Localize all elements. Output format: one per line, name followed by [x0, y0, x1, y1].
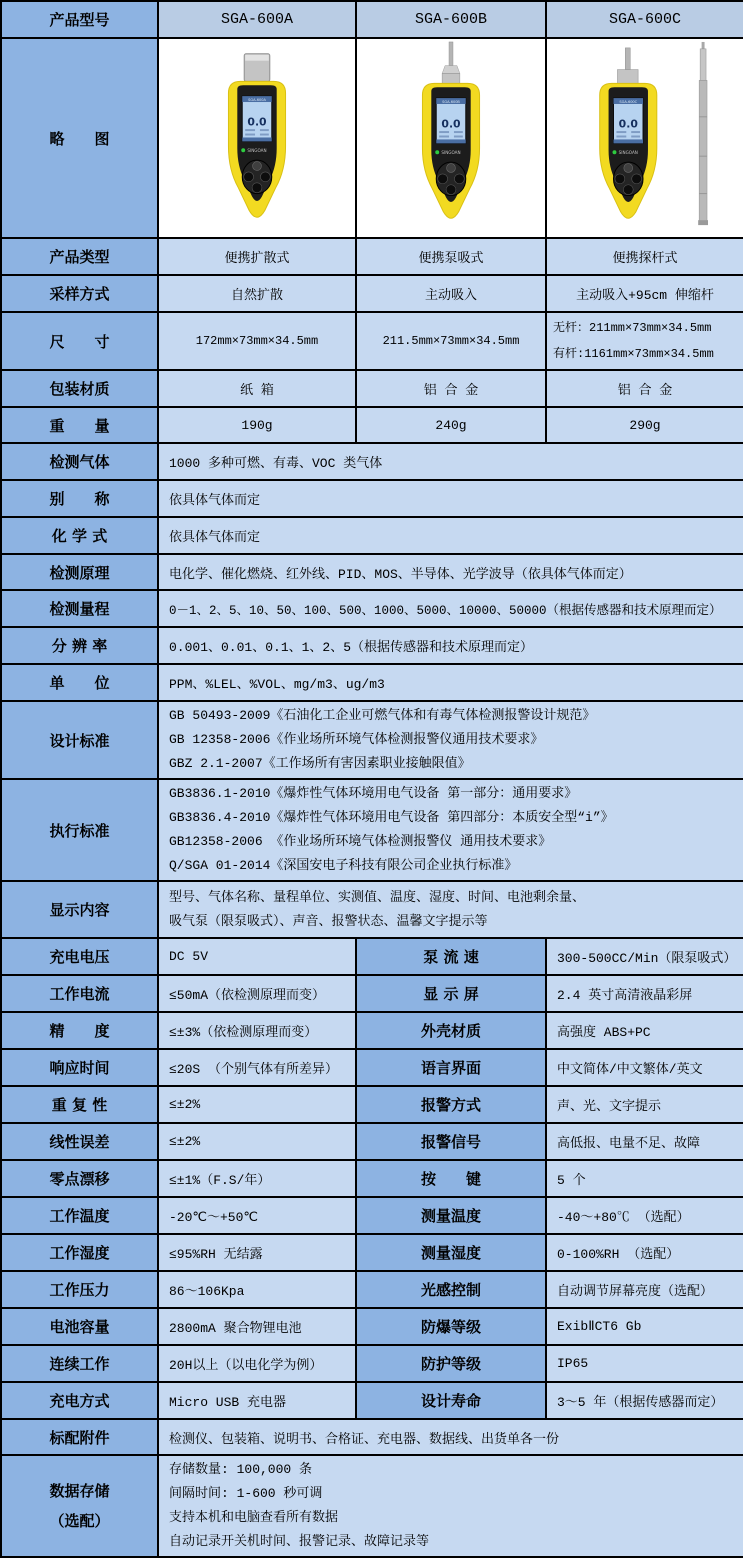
- screen-value: 0.0: [247, 115, 267, 129]
- executive-standard-line: GB3836.1-2010《爆炸性气体环境用电气设备 第一部分：通用要求》: [169, 786, 578, 801]
- label-product-type: 产品类型: [1, 238, 158, 275]
- value-weight-a: 190g: [158, 407, 356, 443]
- label-chemical-formula: 化 学 式: [1, 517, 158, 554]
- row-detected-gas: [1, 443, 743, 480]
- screen-model-text: SGA-600C: [619, 100, 638, 105]
- label-alias: 别 称: [1, 480, 158, 517]
- value-detection-principle: 电化学、催化燃烧、红外线、PID、MOS、半导体、光学波导（依具体气体而定）: [158, 554, 743, 590]
- label-charging-method: 充电方式: [1, 1382, 158, 1419]
- label-measuring-temperature: 测量温度: [356, 1197, 546, 1234]
- value-light-control: 自动调节屏幕亮度（选配）: [546, 1271, 743, 1308]
- sketch-cell-b: [356, 38, 546, 238]
- value-shell-material: 高强度 ABS+PC: [546, 1012, 743, 1049]
- label-display-content: 显示内容: [1, 881, 158, 938]
- value-measuring-temperature: -40～+80℃ （选配）: [546, 1197, 743, 1234]
- button-cluster: [436, 162, 466, 195]
- probe-rod: [617, 48, 638, 84]
- label-working-humidity: 工作湿度: [1, 1234, 158, 1271]
- sketch-row: [1, 38, 743, 238]
- design-standard-line: GB 50493-2009《石油化工企业可燃气体和有毒气体检测报警设计规范》: [169, 708, 596, 723]
- row-battery-capacity-explosion-proof: [1, 1308, 743, 1345]
- label-display-screen: 显 示 屏: [356, 975, 546, 1012]
- row-zero-drift-buttons: [1, 1160, 743, 1197]
- row-resolution: [1, 627, 743, 664]
- value-dimensions-c: [546, 312, 743, 370]
- value-alias: 依具体气体而定: [158, 480, 743, 517]
- value-packaging-material-b: 铝 合 金: [356, 370, 546, 407]
- label-working-temperature: 工作温度: [1, 1197, 158, 1234]
- value-detection-range: 0－1、2、5、10、50、100、500、1000、5000、10000、50000（根据传感器和技术原理而定）: [158, 590, 743, 627]
- brand-label: SINGOAN: [618, 150, 638, 156]
- row-response-time-language-ui: [1, 1049, 743, 1086]
- data-storage-label-line1: 数据存储: [49, 1482, 110, 1500]
- value-working-humidity: ≤95%RH 无结露: [158, 1234, 356, 1271]
- row-executive-standard: [1, 779, 743, 881]
- value-accuracy: ≤±3%（依检测原理而变）: [158, 1012, 356, 1049]
- row-working-humidity-measuring-humidity: [1, 1234, 743, 1271]
- value-continuous-work: 20H以上（以电化学为例）: [158, 1345, 356, 1382]
- value-sampling-method-a: 自然扩散: [158, 275, 356, 312]
- value-language-ui: 中文简体/中文繁体/英文: [546, 1049, 743, 1086]
- row-standard-accessories: [1, 1419, 743, 1455]
- row-display-content: [1, 881, 743, 938]
- device-screen: [242, 96, 272, 141]
- label-linearity-error: 线性误差: [1, 1123, 158, 1160]
- design-standard-line: GB 12358-2006《作业场所环境气体检测报警仪通用技术要求》: [169, 732, 544, 747]
- row-charging-voltage-pump-flow: [1, 938, 743, 975]
- value-repeatability: ≤±2%: [158, 1086, 356, 1123]
- label-pump-flow-rate: 泵 流 速: [356, 938, 546, 975]
- label-dimensions: 尺 寸: [1, 312, 158, 370]
- brand-label: SINGOAN: [441, 150, 461, 156]
- device-screen: [613, 98, 643, 143]
- label-explosion-proof-grade: 防爆等级: [356, 1308, 546, 1345]
- design-standard-line: GBZ 2.1-2007《工作场所有害因素职业接触限值》: [169, 756, 471, 771]
- value-display-content: [158, 881, 743, 938]
- probe-rod: [442, 42, 460, 85]
- value-charging-voltage: DC 5V: [158, 938, 356, 975]
- value-product-type-c: 便携探杆式: [546, 238, 743, 275]
- label-alarm-mode: 报警方式: [356, 1086, 546, 1123]
- label-resolution: 分 辨 率: [1, 627, 158, 664]
- row-charging-method-design-life: [1, 1382, 743, 1419]
- value-weight-b: 240g: [356, 407, 546, 443]
- value-measuring-humidity: 0-100%RH （选配）: [546, 1234, 743, 1271]
- value-protection-grade: IP65: [546, 1345, 743, 1382]
- value-alarm-mode: 声、光、文字提示: [546, 1086, 743, 1123]
- row-continuous-work-protection-grade: [1, 1345, 743, 1382]
- value-explosion-proof-grade: ExibⅡCT6 Gb: [546, 1308, 743, 1345]
- label-buttons: 按 键: [356, 1160, 546, 1197]
- value-product-type-a: 便携扩散式: [158, 238, 356, 275]
- label-measuring-humidity: 测量湿度: [356, 1234, 546, 1271]
- label-repeatability: 重 复 性: [1, 1086, 158, 1123]
- data-storage-line: 间隔时间: 1-600 秒可调: [169, 1486, 323, 1501]
- label-working-current: 工作电流: [1, 975, 158, 1012]
- executive-standard-line: GB12358-2006 《作业场所环境气体检测报警仪 通用技术要求》: [169, 834, 552, 849]
- label-design-life: 设计寿命: [356, 1382, 546, 1419]
- label-detected-gas: 检测气体: [1, 443, 158, 480]
- device-screen: [436, 98, 466, 143]
- value-weight-c: 290g: [546, 407, 743, 443]
- screen-value: 0.0: [441, 117, 461, 131]
- row-working-current-display-screen: [1, 975, 743, 1012]
- data-storage-label-line2: （选配）: [49, 1512, 110, 1530]
- value-executive-standard: [158, 779, 743, 881]
- label-working-pressure: 工作压力: [1, 1271, 158, 1308]
- row-design-standard: [1, 701, 743, 779]
- value-working-current: ≤50mA（依检测原理而变）: [158, 975, 356, 1012]
- value-packaging-material-a: 纸 箱: [158, 370, 356, 407]
- executive-standard-line: Q/SGA 01-2014《深国安电子科技有限公司企业执行标准》: [169, 858, 518, 873]
- label-accuracy: 精 度: [1, 1012, 158, 1049]
- label-design-standard: 设计标准: [1, 701, 158, 779]
- data-storage-line: 支持本机和电脑查看所有数据: [169, 1510, 339, 1525]
- value-zero-drift: ≤±1%（F.S/年）: [158, 1160, 356, 1197]
- screen-model-text: SGA-600A: [248, 98, 266, 103]
- row-weight: [1, 407, 743, 443]
- row-working-temperature-measuring-temperature: [1, 1197, 743, 1234]
- label-weight: 重 量: [1, 407, 158, 443]
- label-continuous-work: 连续工作: [1, 1345, 158, 1382]
- row-sampling-method: [1, 275, 743, 312]
- value-buttons: 5 个: [546, 1160, 743, 1197]
- value-display-screen: 2.4 英寸高清液晶彩屏: [546, 975, 743, 1012]
- row-working-pressure-light-control: [1, 1271, 743, 1308]
- data-storage-line: 存储数量: 100,000 条: [169, 1462, 313, 1477]
- value-chemical-formula: 依具体气体而定: [158, 517, 743, 554]
- label-sketch: 略 图: [1, 38, 158, 238]
- label-detection-range: 检测量程: [1, 590, 158, 627]
- model-name-b: SGA-600B: [356, 1, 546, 38]
- value-pump-flow-rate: 300-500CC/Min（限泵吸式）: [546, 938, 743, 975]
- model-name-c: SGA-600C: [546, 1, 743, 38]
- label-zero-drift: 零点漂移: [1, 1160, 158, 1197]
- brand-label: SINGOAN: [247, 148, 267, 154]
- display-content-line: 吸气泵（限泵吸式）、声音、报警状态、温馨文字提示等: [169, 913, 488, 929]
- dimensions-c-line1: 无杆：211mm×73mm×34.5mm: [553, 321, 712, 335]
- value-working-temperature: -20℃～+50℃: [158, 1197, 356, 1234]
- value-alarm-signal: 高低报、电量不足、故障: [546, 1123, 743, 1160]
- row-packaging-material: [1, 370, 743, 407]
- executive-standard-line: GB3836.4-2010《爆炸性气体环境用电气设备 第四部分：本质安全型“i”》: [169, 810, 614, 825]
- label-unit: 单 位: [1, 664, 158, 701]
- value-battery-capacity: 2800mA 聚合物锂电池: [158, 1308, 356, 1345]
- row-detection-principle: [1, 554, 743, 590]
- label-light-control: 光感控制: [356, 1271, 546, 1308]
- row-dimensions: [1, 312, 743, 370]
- model-name-a: SGA-600A: [158, 1, 356, 38]
- device-image-sga-600c: [565, 40, 725, 232]
- dimensions-c-line2: 有杆:1161mm×73mm×34.5mm: [553, 347, 714, 361]
- value-design-standard: [158, 701, 743, 779]
- button-cluster: [613, 162, 643, 195]
- value-resolution: 0.001、0.01、0.1、1、2、5（根据传感器和技术原理而定）: [158, 627, 743, 664]
- label-executive-standard: 执行标准: [1, 779, 158, 881]
- row-detection-range: [1, 590, 743, 627]
- led-indicator: [435, 150, 439, 154]
- label-sampling-method: 采样方式: [1, 275, 158, 312]
- value-product-type-b: 便携泵吸式: [356, 238, 546, 275]
- led-indicator: [613, 150, 617, 154]
- screen-model-text: SGA-600B: [442, 100, 460, 105]
- screen-value: 0.0: [618, 117, 638, 131]
- value-sampling-method-b: 主动吸入: [356, 275, 546, 312]
- row-repeatability-alarm-mode: [1, 1086, 743, 1123]
- sketch-cell-c: [546, 38, 743, 238]
- label-standard-accessories: 标配附件: [1, 1419, 158, 1455]
- sketch-cell-a: [158, 38, 356, 238]
- device-image-sga-600a: [182, 40, 332, 232]
- display-content-line: 型号、气体名称、量程单位、实测值、温度、湿度、时间、电池剩余量、: [169, 889, 586, 905]
- telescopic-rod: [698, 42, 708, 225]
- led-indicator: [241, 148, 245, 152]
- value-packaging-material-c: 铝 合 金: [546, 370, 743, 407]
- row-chemical-formula: [1, 517, 743, 554]
- value-design-life: 3～5 年（根据传感器而定）: [546, 1382, 743, 1419]
- label-language-ui: 语言界面: [356, 1049, 546, 1086]
- value-linearity-error: ≤±2%: [158, 1123, 356, 1160]
- row-accuracy-shell-material: [1, 1012, 743, 1049]
- row-unit: [1, 664, 743, 701]
- button-cluster: [242, 160, 272, 193]
- label-detection-principle: 检测原理: [1, 554, 158, 590]
- label-product-model: 产品型号: [1, 1, 158, 38]
- data-storage-line: 自动记录开关机时间、报警记录、故障记录等: [169, 1534, 430, 1549]
- header-row: [1, 1, 743, 38]
- value-standard-accessories: 检测仪、包装箱、说明书、合格证、充电器、数据线、出货单各一份: [158, 1419, 743, 1455]
- label-protection-grade: 防护等级: [356, 1345, 546, 1382]
- value-sampling-method-c: 主动吸入+95cm 伸缩杆: [546, 275, 743, 312]
- device-image-sga-600b: [376, 40, 526, 232]
- sensor-cap: [244, 54, 270, 82]
- value-charging-method: Micro USB 充电器: [158, 1382, 356, 1419]
- label-charging-voltage: 充电电压: [1, 938, 158, 975]
- label-battery-capacity: 电池容量: [1, 1308, 158, 1345]
- value-working-pressure: 86～106Kpa: [158, 1271, 356, 1308]
- value-unit: PPM、%LEL、%VOL、mg/m3、ug/m3: [158, 664, 743, 701]
- value-dimensions-b: 211.5mm×73mm×34.5mm: [356, 312, 546, 370]
- row-alias: [1, 480, 743, 517]
- row-product-type: [1, 238, 743, 275]
- value-detected-gas: 1000 多种可燃、有毒、VOC 类气体: [158, 443, 743, 480]
- row-linearity-error-alarm-signal: [1, 1123, 743, 1160]
- label-shell-material: 外壳材质: [356, 1012, 546, 1049]
- value-response-time: ≤20S （个别气体有所差异）: [158, 1049, 356, 1086]
- label-response-time: 响应时间: [1, 1049, 158, 1086]
- value-dimensions-a: 172mm×73mm×34.5mm: [158, 312, 356, 370]
- label-packaging-material: 包装材质: [1, 370, 158, 407]
- label-alarm-signal: 报警信号: [356, 1123, 546, 1160]
